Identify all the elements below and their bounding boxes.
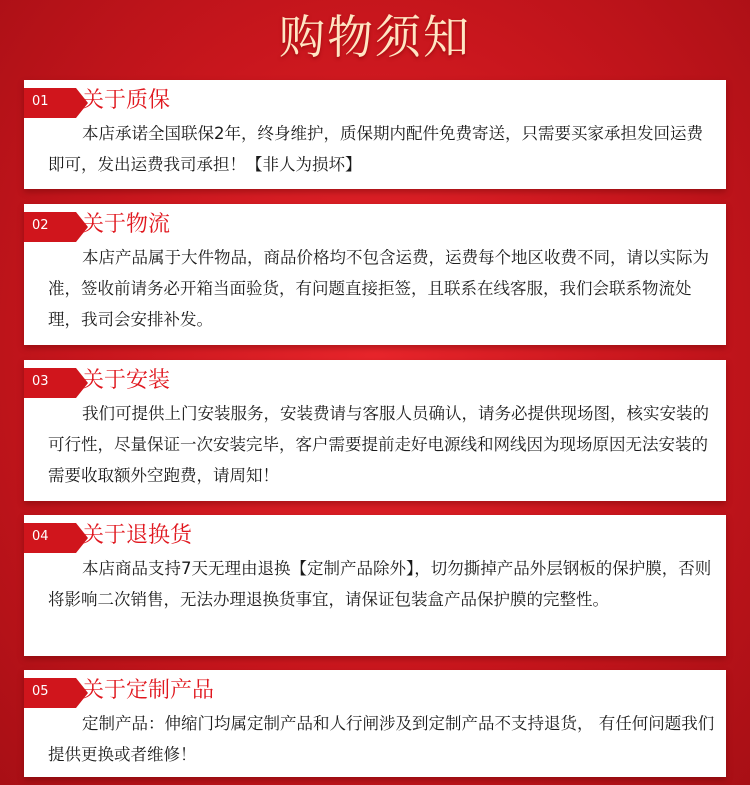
section-card-warranty [24,80,726,189]
section-body: 本店产品属于大件物品，商品价格均不包含运费，运费每个地区收费不同，请以实际为准，签收前请务必开箱当面验货，有问题直接拒签，且联系在线客服，我们会联系物流处理，我司会安排补发。 [48,248,709,329]
section-number: 05 [32,684,49,699]
section-heading: 关于物流 [82,212,171,237]
section-card-logistics [24,204,726,345]
section-body: 本店承诺全国联保2年，终身维护，质保期内配件免费寄送，只需要买家承担发回运费即可，发出运费我司承担！【非人为损坏】 [48,124,703,174]
page-title: 购物须知 [279,10,471,64]
section-body: 本店商品支持7天无理由退换【定制产品除外】，切勿撕掉产品外层钢板的保护膜，否则将影响二次销售，无法办理退换货事宜，请保证包装盒产品保护膜的完整性。 [48,559,712,609]
section-number-badge [24,212,88,242]
section-body: 定制产品：伸缩门均属定制产品和人行闸涉及到定制产品不支持退货， 有任何问题我们提供更换或者维修！ [48,714,715,764]
section-card-custom-products [24,670,726,777]
section-heading: 关于退换货 [82,523,193,548]
section-number-badge [24,88,88,118]
section-heading: 关于质保 [82,88,171,113]
section-heading: 关于定制产品 [82,678,215,703]
section-card-returns [24,515,726,656]
section-card-installation [24,360,726,501]
section-number: 02 [32,218,49,233]
section-number-badge [24,523,88,553]
section-number: 01 [32,94,49,109]
section-number-badge [24,368,88,398]
section-heading: 关于安装 [82,368,171,393]
section-number: 03 [32,374,49,389]
section-number-badge [24,678,88,708]
section-body: 我们可提供上门安装服务，安装费请与客服人员确认，请务必提供现场图，核实安装的可行性，尽量保证一次安装完毕，客户需要提前走好电源线和网线因为现场原因无法安装的需要收取额外空跑费，请周知！ [48,404,709,485]
section-number: 04 [32,529,49,544]
